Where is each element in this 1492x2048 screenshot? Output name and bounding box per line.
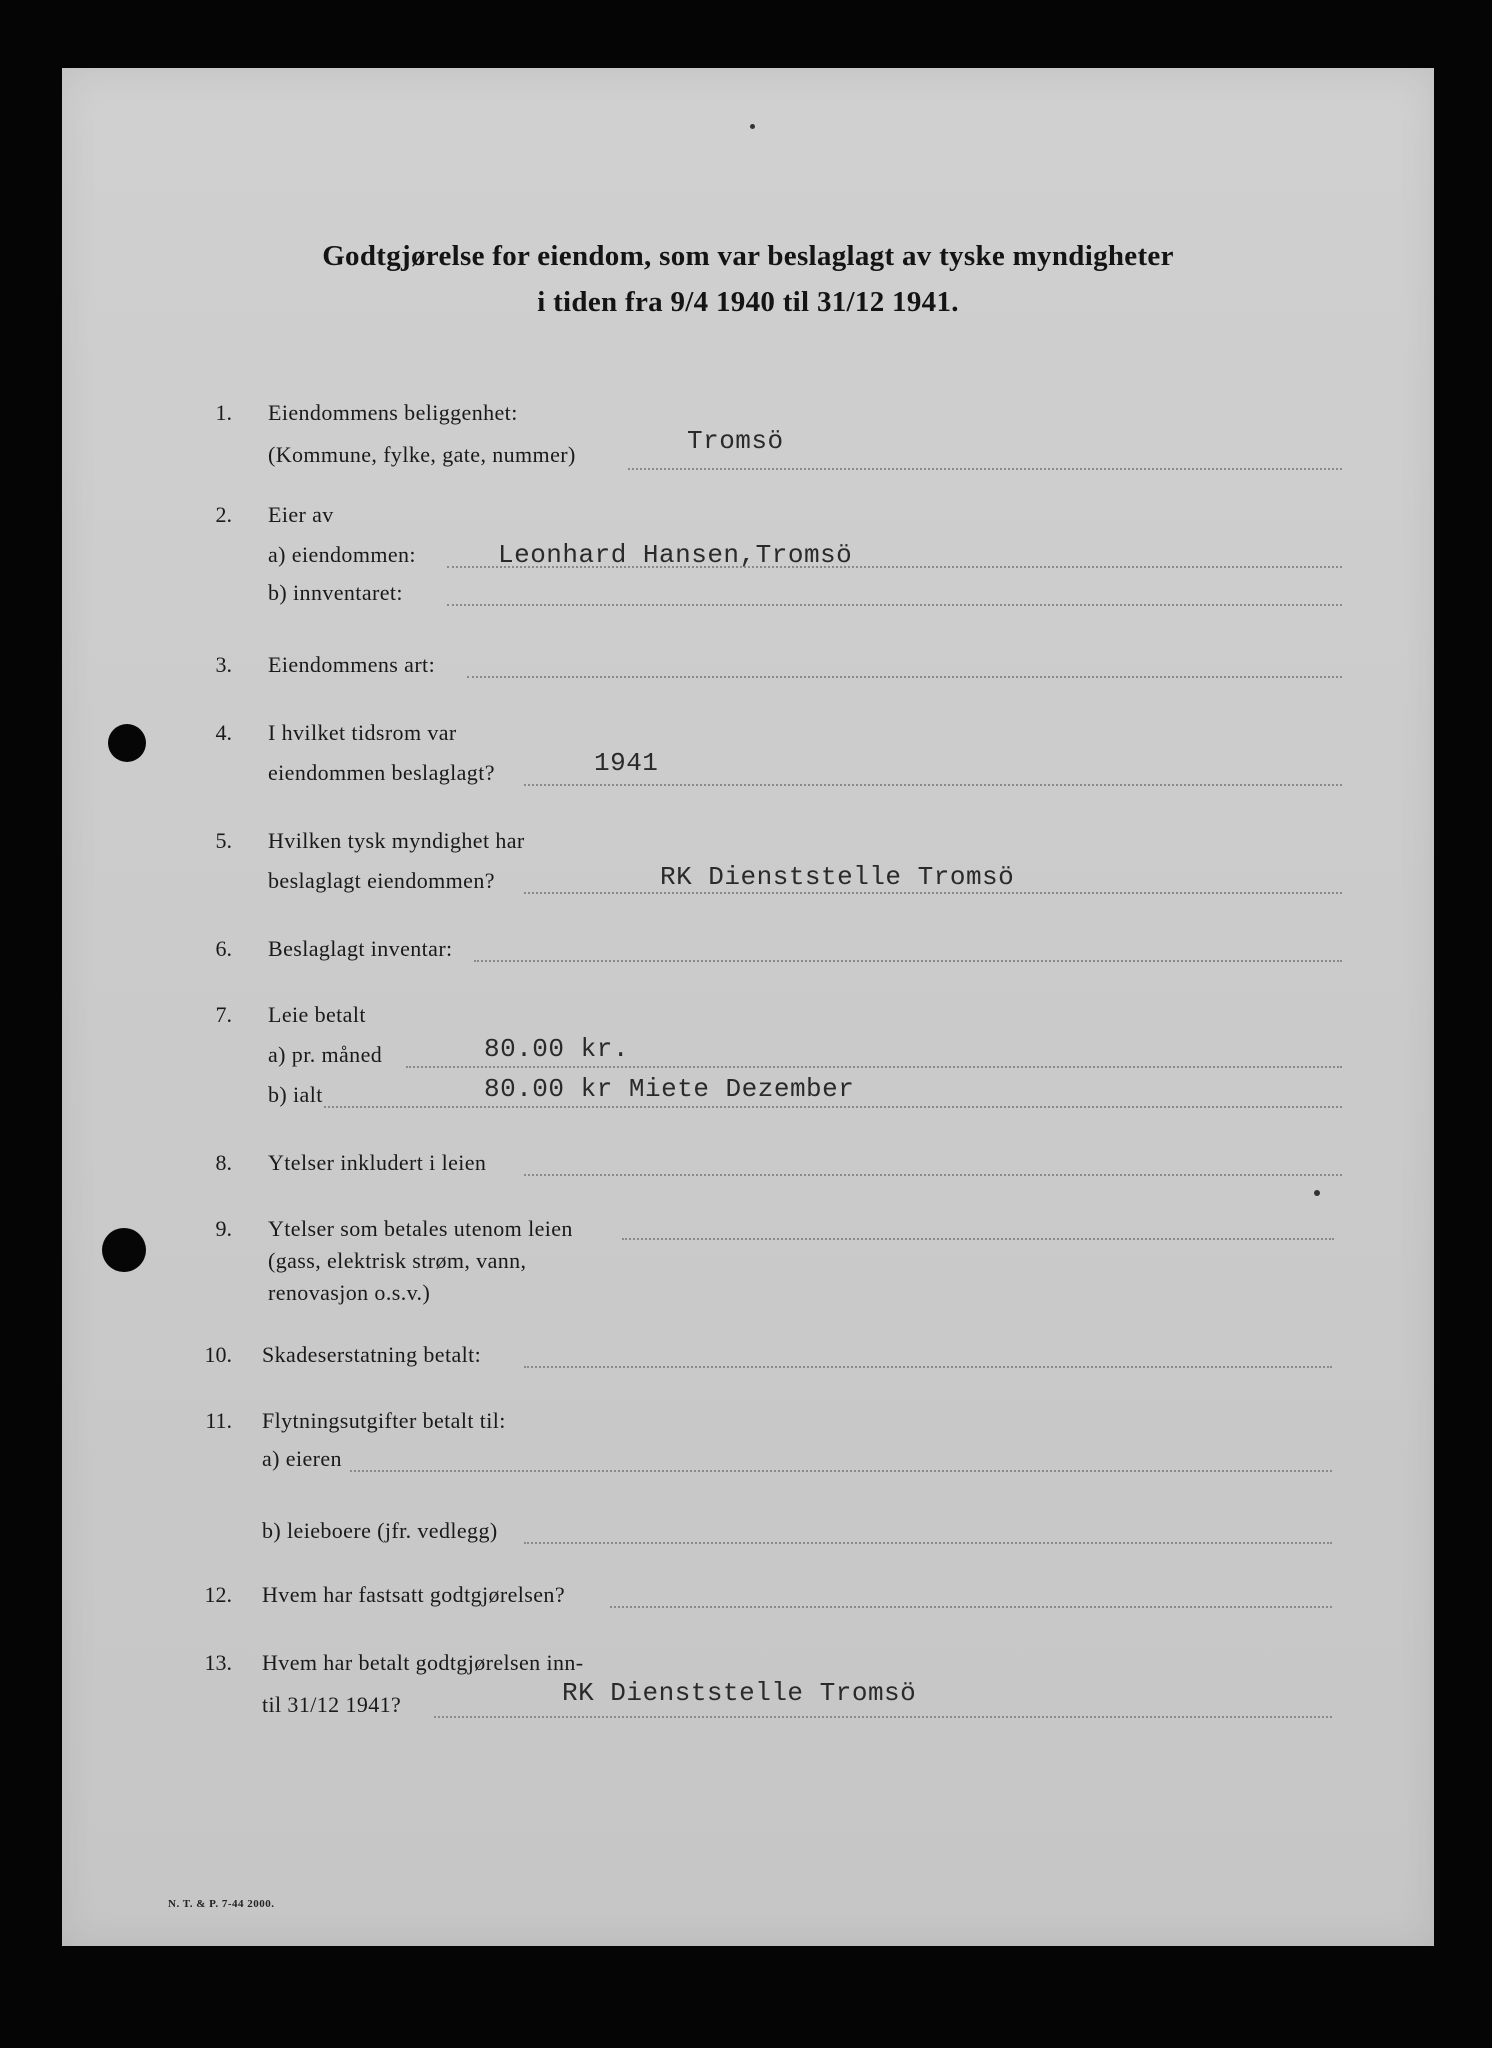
- item-9-fill-line: [622, 1238, 1334, 1240]
- item-1-number: 1.: [215, 400, 232, 425]
- form-title-line2: i tiden fra 9/4 1940 til 31/12 1941.: [537, 286, 959, 318]
- item-9-sublabel-2: renovasjon o.s.v.): [268, 1280, 431, 1305]
- item-2b-fill-line: [447, 604, 1342, 606]
- item-3-fill-line: [467, 676, 1342, 678]
- item-10-number: 10.: [204, 1342, 232, 1367]
- item-5-fill-line: [524, 892, 1342, 894]
- punch-hole-lower: [102, 1228, 146, 1272]
- item-9-number: 9.: [215, 1216, 232, 1241]
- item-6-fill-line: [474, 960, 1342, 962]
- item-12-fill-line: [610, 1606, 1332, 1608]
- item-10-label: Skadeserstatning betalt:: [262, 1342, 482, 1367]
- item-7-number: 7.: [215, 1002, 232, 1027]
- punch-hole-upper: [108, 724, 146, 762]
- item-7b-answer: 80.00 kr Miete Dezember: [484, 1074, 855, 1104]
- item-13-fill-line: [434, 1716, 1332, 1718]
- item-1-fill-line: [628, 468, 1342, 470]
- item-2-number: 2.: [215, 502, 232, 527]
- item-8-number: 8.: [215, 1150, 232, 1175]
- item-4-answer: 1941: [594, 748, 659, 778]
- item-7-label: Leie betalt: [268, 1002, 366, 1027]
- item-7a-label: a) pr. måned: [268, 1042, 383, 1067]
- form-paper: [62, 68, 1434, 1946]
- item-6-label: Beslaglagt inventar:: [268, 936, 453, 961]
- item-2a-label: a) eiendommen:: [268, 542, 416, 567]
- item-9-sublabel-1: (gass, elektrisk strøm, vann,: [268, 1248, 527, 1273]
- item-11b-fill-line: [524, 1542, 1332, 1544]
- item-12-label: Hvem har fastsatt godtgjørelsen?: [262, 1582, 565, 1607]
- paper-speck: [1314, 1190, 1320, 1196]
- item-4-number: 4.: [215, 720, 232, 745]
- item-11-label: Flytningsutgifter betalt til:: [262, 1408, 506, 1433]
- item-4-sublabel: eiendommen beslaglagt?: [268, 760, 495, 785]
- item-13-label: Hvem har betalt godtgjørelsen inn-: [262, 1650, 584, 1675]
- item-5-number: 5.: [215, 828, 232, 853]
- item-4-label: I hvilket tidsrom var: [268, 720, 457, 745]
- item-5-sublabel: beslaglagt eiendommen?: [268, 868, 495, 893]
- item-4-fill-line: [524, 784, 1342, 786]
- item-2b-label: b) innventaret:: [268, 580, 403, 605]
- item-3-number: 3.: [215, 652, 232, 677]
- item-11b-label: b) leieboere (jfr. vedlegg): [262, 1518, 498, 1543]
- item-13-answer: RK Dienststelle Tromsö: [562, 1678, 917, 1708]
- item-5-label: Hvilken tysk myndighet har: [268, 828, 525, 853]
- item-1-sublabel: (Kommune, fylke, gate, nummer): [268, 442, 576, 467]
- print-code: N. T. & P. 7-44 2000.: [168, 1898, 275, 1910]
- item-1-answer: Tromsö: [687, 426, 784, 456]
- item-2a-answer: Leonhard Hansen,Tromsö: [498, 540, 853, 570]
- item-11a-fill-line: [350, 1470, 1332, 1472]
- item-7a-fill-line: [406, 1066, 1342, 1068]
- item-13-number: 13.: [204, 1650, 232, 1675]
- item-8-label: Ytelser inkludert i leien: [268, 1150, 487, 1175]
- item-3-label: Eiendommens art:: [268, 652, 436, 677]
- item-7a-answer: 80.00 kr.: [484, 1034, 629, 1064]
- item-9-label: Ytelser som betales utenom leien: [268, 1216, 573, 1241]
- item-10-fill-line: [524, 1366, 1332, 1368]
- item-1-label: Eiendommens beliggenhet:: [268, 400, 518, 425]
- item-11-number: 11.: [205, 1408, 232, 1433]
- item-6-number: 6.: [215, 936, 232, 961]
- item-2-label: Eier av: [268, 502, 334, 527]
- item-12-number: 12.: [204, 1582, 232, 1607]
- item-8-fill-line: [524, 1174, 1342, 1176]
- item-7b-fill-line: [324, 1106, 1342, 1108]
- item-11a-label: a) eieren: [262, 1446, 342, 1471]
- paper-speck: [750, 124, 755, 129]
- item-13-sublabel: til 31/12 1941?: [262, 1692, 402, 1717]
- item-5-answer: RK Dienststelle Tromsö: [660, 862, 1015, 892]
- form-title-line1: Godtgjørelse for eiendom, som var beslaglagt av tyske myndigheter: [322, 240, 1174, 272]
- item-7b-label: b) ialt: [268, 1082, 323, 1107]
